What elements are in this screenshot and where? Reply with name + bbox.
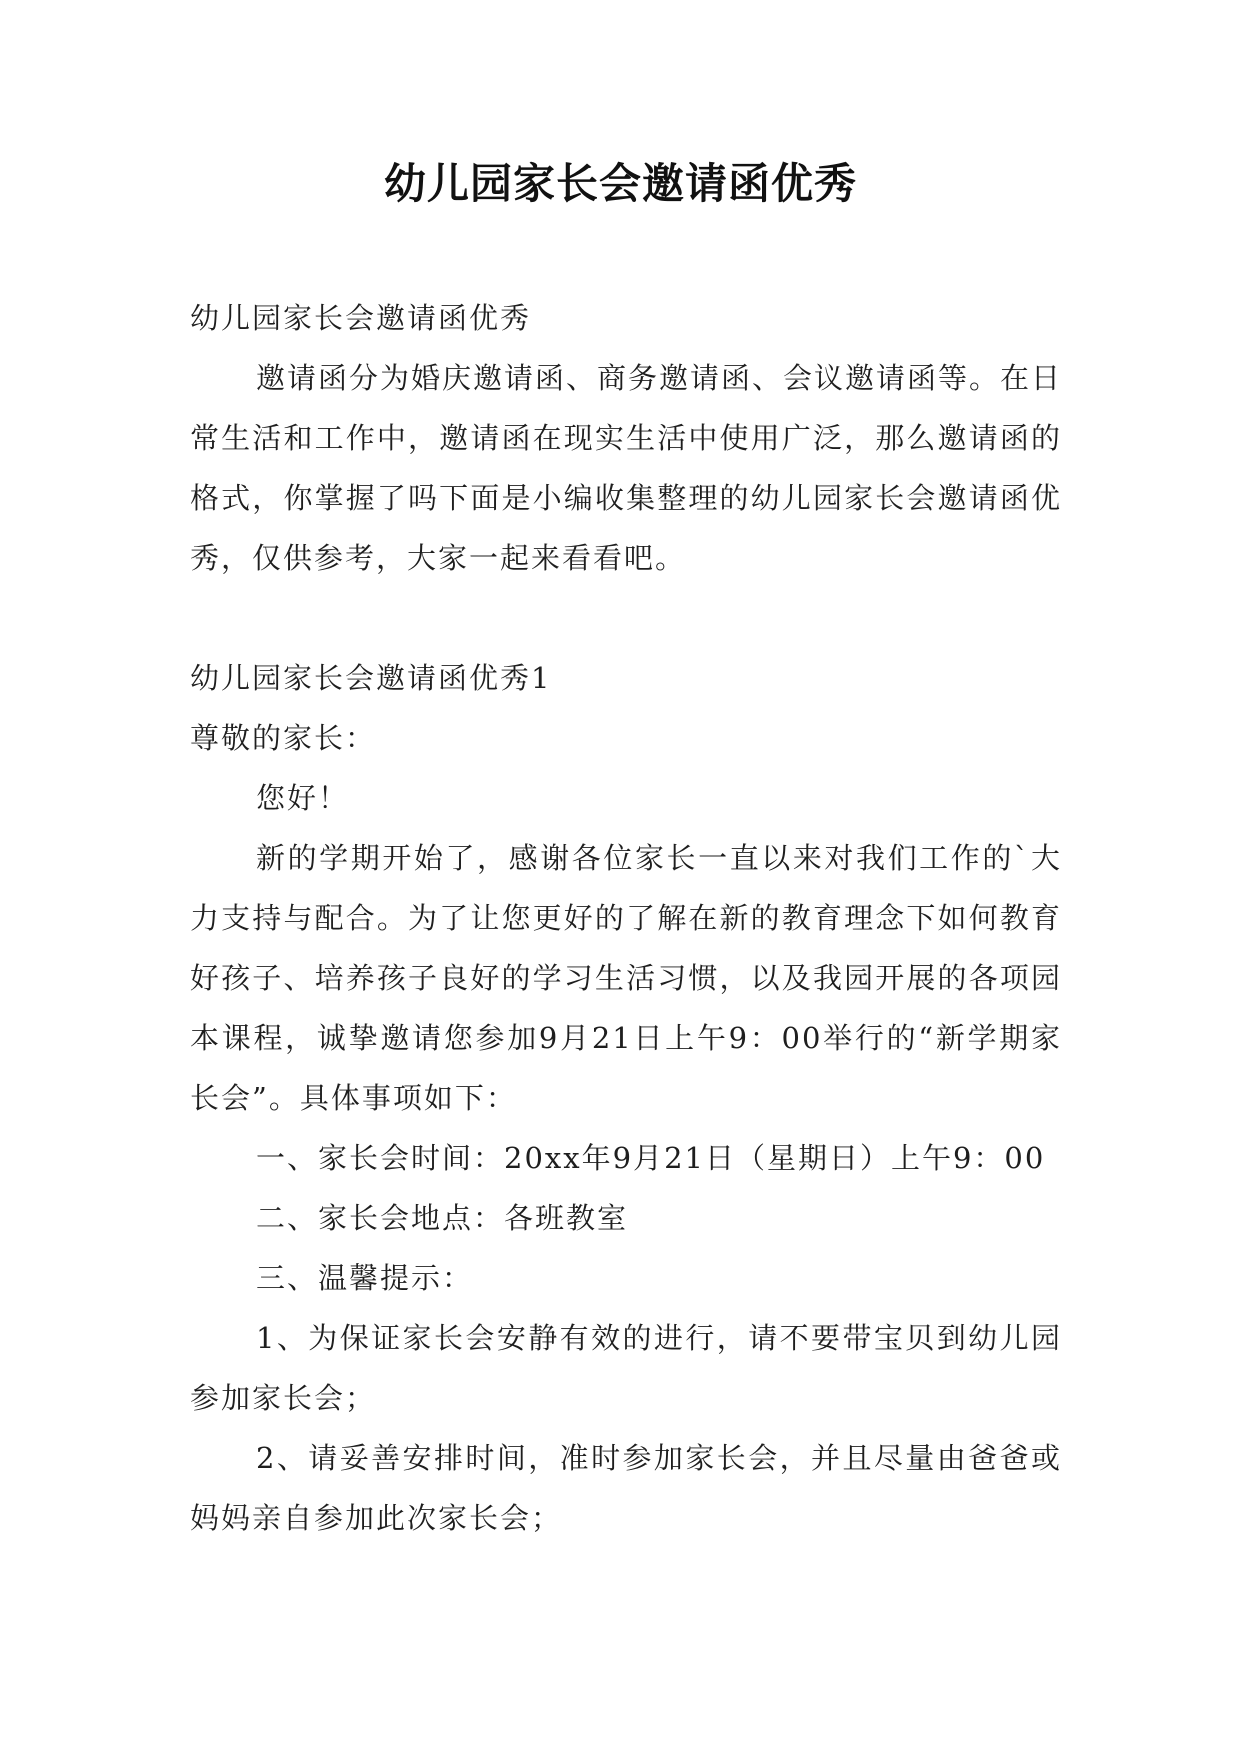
reminder-item-1: 1、为保证家长会安静有效的进行，请不要带宝贝到幼儿园参加家长会； (190, 1321, 1062, 1415)
reminder-item-2: 2、请妥善安排时间，准时参加家长会，并且尽量由爸爸或妈妈亲自参加此次家长会； (190, 1441, 1062, 1535)
letter-paragraph: 新的学期开始了，感谢各位家长一直以来对我们工作的`大力支持与配合。为了让您更好的了解在新的教育理念下如何教育好孩子、培养孩子良好的学习生活习惯，以及我园开展的各项园本课程，诚挚邀请您参加9月21日上午9：00举行的“新学期家长会”。具体事项如下： (190, 841, 1062, 1115)
reminder-heading: 三、温馨提示： (256, 1261, 474, 1295)
document-body (190, 288, 1062, 1548)
paragraph-spacer (190, 588, 1062, 648)
meeting-location: 二、家长会地点：各班教室 (256, 1201, 629, 1235)
document-title: 幼儿园家长会邀请函优秀 (383, 159, 857, 208)
letter-heading: 幼儿园家长会邀请函优秀1 (190, 661, 552, 695)
section-heading: 幼儿园家长会邀请函优秀 (190, 301, 532, 335)
salutation: 尊敬的家长： (190, 721, 377, 755)
meeting-time: 一、家长会时间：20xx年9月21日（星期日）上午9：00 (256, 1141, 1046, 1175)
intro-paragraph: 邀请函分为婚庆邀请函、商务邀请函、会议邀请函等。在日常生活和工作中，邀请函在现实生活中使用广泛，那么邀请函的格式，你掌握了吗下面是小编收集整理的幼儿园家长会邀请函优秀，仅供参考，大家一起来看看吧。 (190, 361, 1063, 575)
greeting: 您好！ (256, 781, 350, 815)
